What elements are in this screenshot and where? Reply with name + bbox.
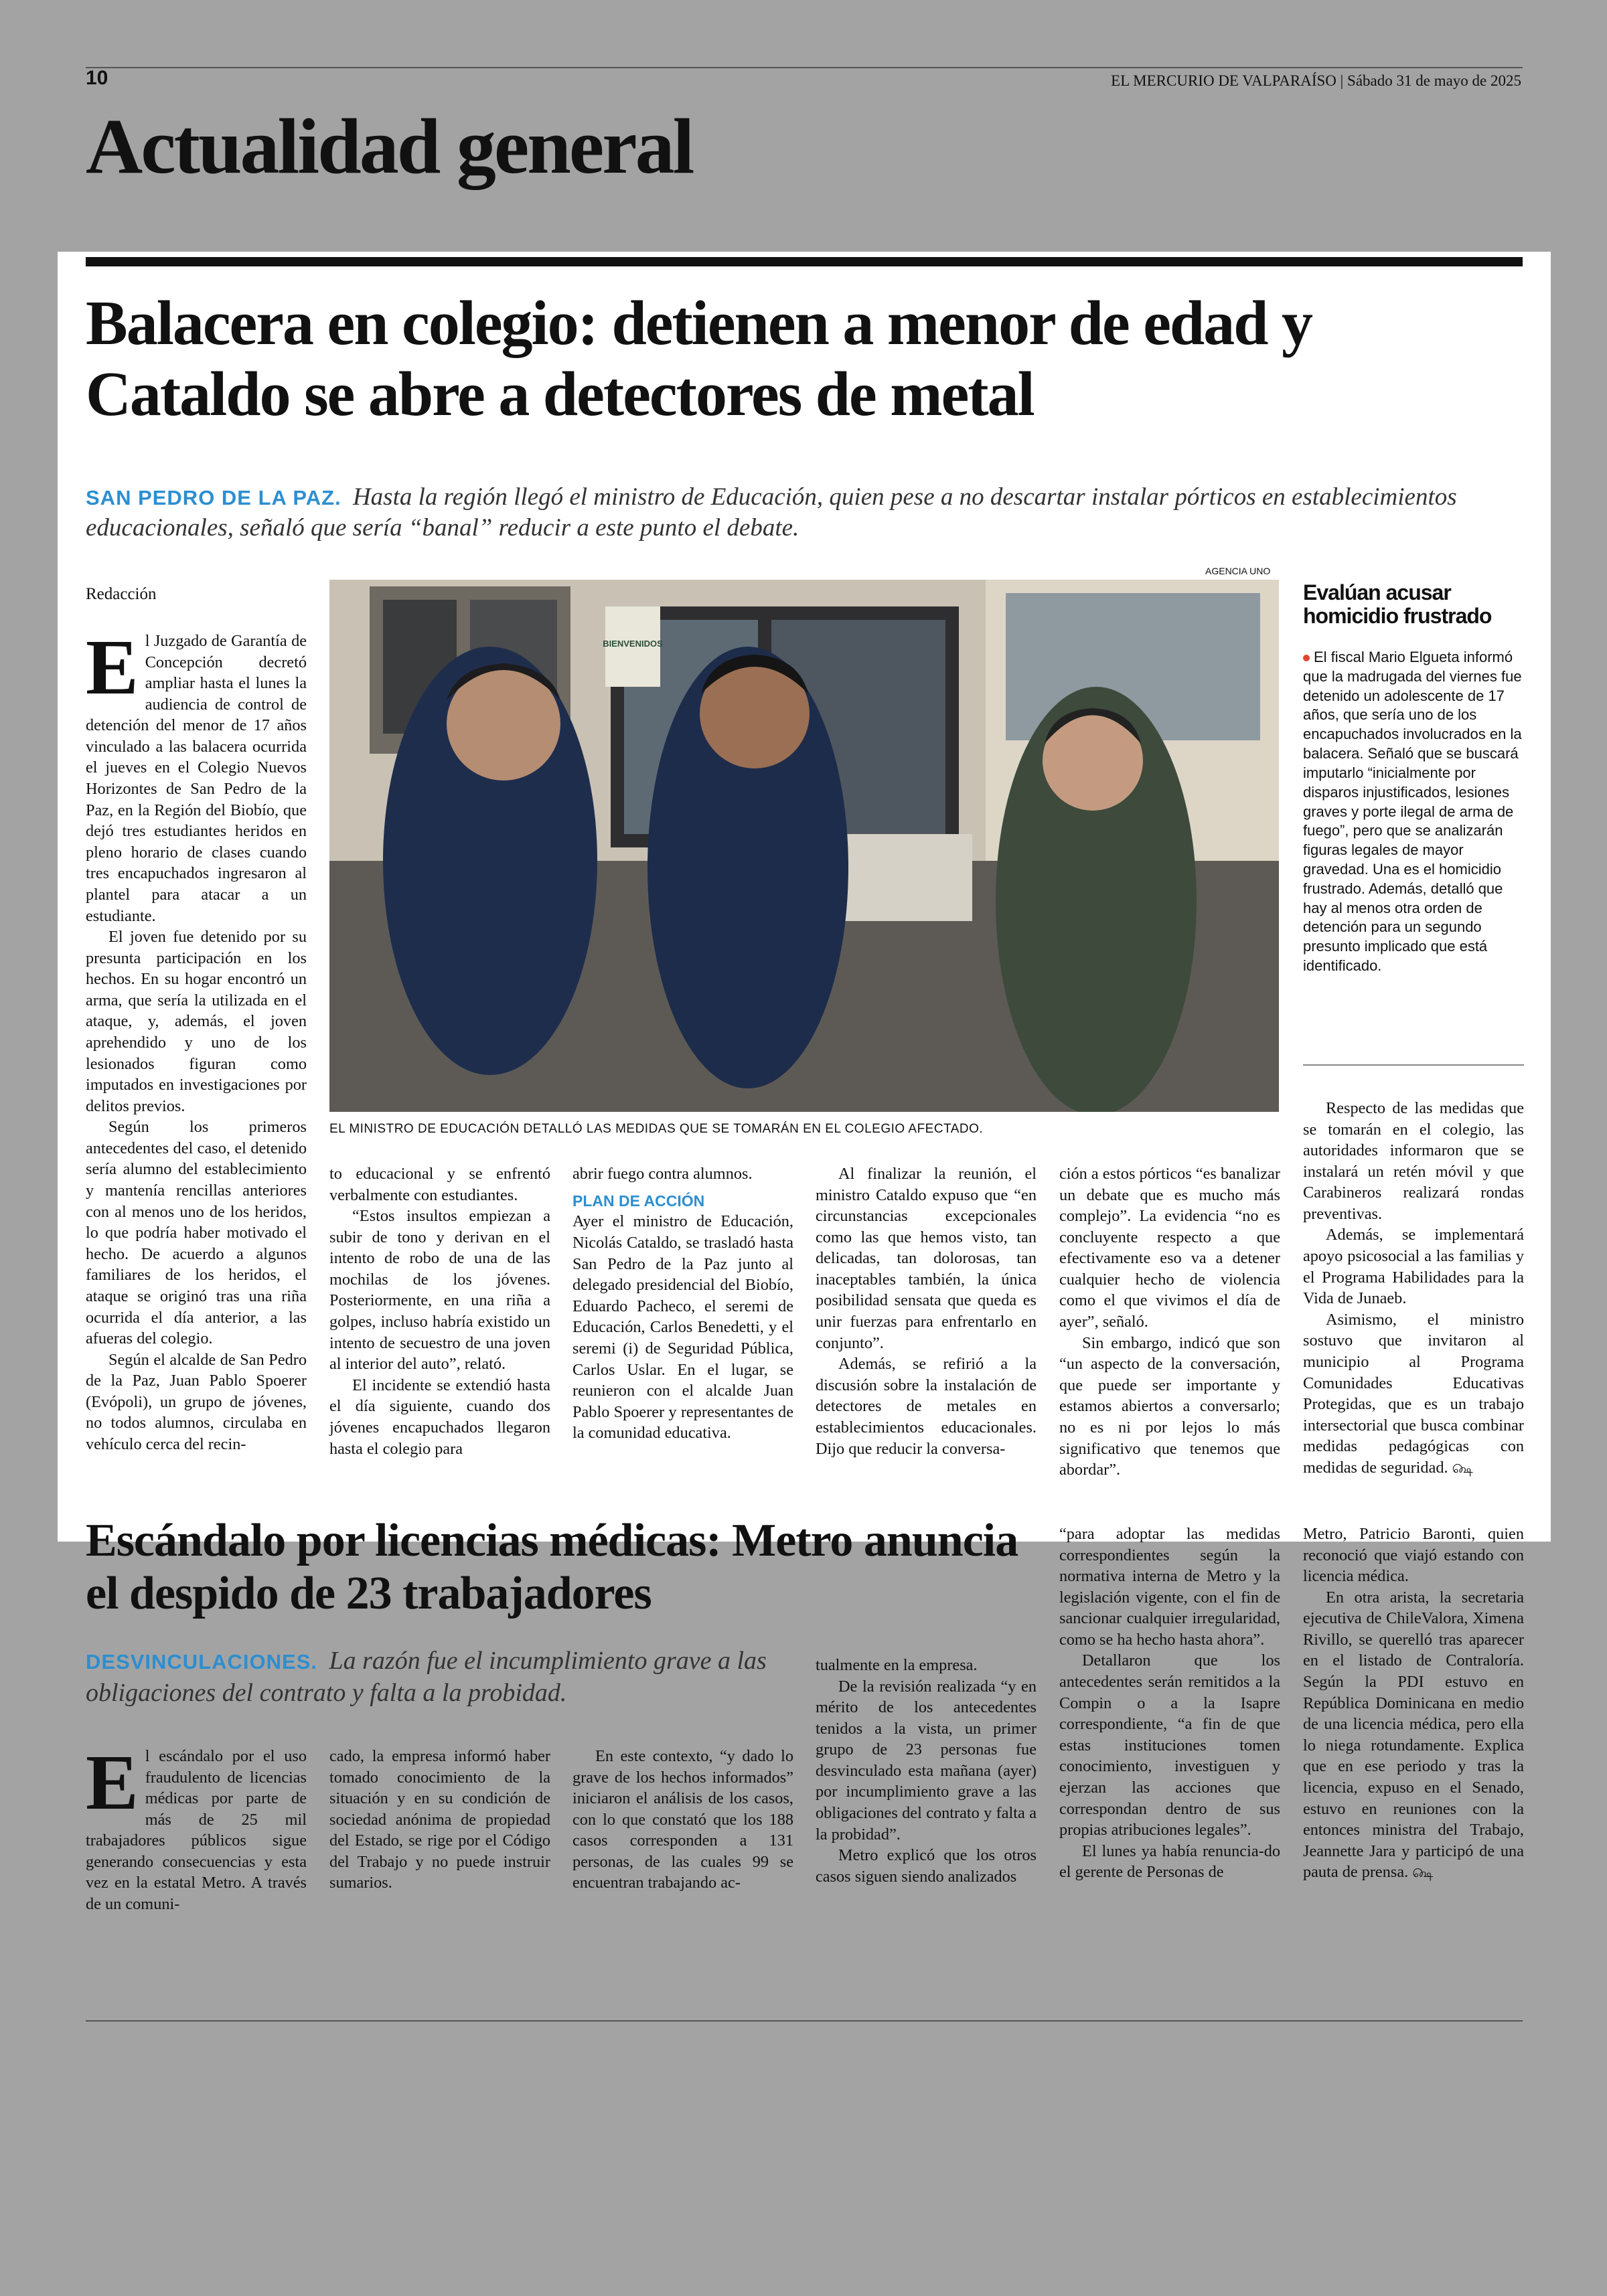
paragraph: De la revisión realizada “y en mérito de los antecedentes tenidos a la vista, un primer grupo de 23 personas fue desvinculado esta mañana (ayer) por incumplimiento grave a las obligaciones del contrato y falta a la probidad”. [816, 1677, 1037, 1843]
masthead: EL MERCURIO DE VALPARAÍSO | Sábado 31 de mayo de 2025 [1111, 72, 1521, 89]
sidebar-text [1303, 648, 1524, 976]
paragraph: “para adoptar las medidas correspondientes según la normativa interna de Metro y la legislación vigente, con el fin de sancionar cualquier irregularidad, como se ha hecho hasta ahora”. [1059, 1525, 1280, 1649]
second-deck [86, 1645, 795, 1709]
photo-caption: EL MINISTRO DE EDUCACIÓN DETALLÓ LAS MEDIDAS QUE SE TOMARÁN EN EL COLEGIO AFECTADO. [329, 1122, 984, 1136]
second-column-1 [86, 1738, 307, 1915]
second-column-4 [816, 1655, 1037, 1887]
paragraph: Sin embargo, indicó que son “un aspecto de la conversación, que puede ser importante y estamos abiertos a conversarlo; no es ni por lejos lo más significativo que tenemos que abordar”. [1059, 1333, 1280, 1479]
page-number: 10 [86, 67, 108, 89]
paragraph: Según el alcalde de San Pedro de la Paz, Juan Pablo Spoerer (Evópoli), un grupo de jóvenes, no todos alumnos, circulaba en vehículo cerca del recin- [86, 1350, 307, 1453]
article-column-6 [1303, 1098, 1524, 1478]
second-column-2 [329, 1746, 550, 1894]
paragraph: Respecto de las medidas que se tomarán en el colegio, las autoridades informaron que se instalará un retén móvil y que Carabineros realizará rondas preventivas. [1303, 1099, 1524, 1223]
paragraph: Detallaron que los antecedentes serán remitidos a la Compin o a la Isapre correspondiente, “a fin de que estas instituciones tomen conocimiento, investiguen y ejerzan las acciones que correspondan dentro de sus propias atribuciones legales”. [1059, 1651, 1280, 1839]
photo-illustration [329, 580, 1279, 1112]
second-deck-text: La razón fue el incumplimiento grave a las obligaciones del contrato y falta a la probidad. [86, 1647, 767, 1707]
paragraph: En otra arista, la secretaria ejecutiva de ChileValora, Ximena Rivillo, se querelló tras aparecer en el listado de Contraloría. Según la PDI estuvo en República Dominicana en medio de una licencia médica, pero ella lo niega rotundamente. Explica que en ese periodo y tras la licencia, expuso en el Senado, estuvo en reuniones con la entonces ministra del Trabajo, Jeannette Jara y participó de una pauta de prensa. [1303, 1588, 1524, 1882]
headline-bar [86, 257, 1523, 266]
article-kicker: SAN PEDRO DE LA PAZ. [86, 486, 341, 509]
second-headline: Escándalo por licencias médicas: Metro anuncia el despido de 23 trabajadores [86, 1515, 1018, 1620]
drop-cap: E [86, 623, 139, 711]
paragraph: En este contexto, “y dado lo grave de los hechos informados” iniciaron el análisis de los casos, con lo que constató que los 188 casos corresponden a 131 personas, de las cuales 99 se encuentran trabajando ac- [572, 1747, 793, 1892]
article-column-4 [816, 1163, 1037, 1459]
paragraph: cado, la empresa informó haber tomado conocimiento de la situación y en su condición de sociedad anónima de propiedad del Estado, se rige por el Código del Trabajo y no puede instruir sumarios. [329, 1747, 550, 1892]
paragraph: Además, se implementará apoyo psicosocial a las familias y el Programa Habilidades para la Vida de Junaeb. [1303, 1226, 1524, 1308]
paragraph: tualmente en la empresa. [816, 1656, 978, 1674]
paragraph: Metro, Patricio Baronti, quien reconoció que viajó estando con licencia médica. [1303, 1525, 1524, 1586]
article-column-2 [329, 1163, 550, 1459]
paragraph: El lunes ya había renuncia-do el gerente de Personas de [1059, 1841, 1280, 1882]
photo-sign-text: BIENVENIDOS [603, 639, 663, 649]
top-rule [86, 67, 1523, 68]
paragraph: Ayer el ministro de Educación, Nicolás Cataldo, se trasladó hasta San Pedro de la Paz junto al delegado presidencial del Biobío, Eduardo Pacheco, el seremi de Educación, Carlos Benedetti, y el seremi (i) de Seguridad Pública, Carlos Uslar. En el lugar, se reunieron con el alcalde Juan Pablo Spoerer y representantes de la comunidad educativa. [572, 1212, 793, 1443]
end-mark-icon: ௸ [1452, 1459, 1473, 1476]
paragraph: El incidente se extendió hasta el día siguiente, cuando dos jóvenes encapuchados llegaron hasta el colegio para [329, 1376, 550, 1458]
drop-cap: E [86, 1738, 139, 1826]
paragraph: Al finalizar la reunión, el ministro Cataldo expuso que “en circunstancias excepcionales como las que hemos visto, tan delicadas, tan dolorosas, tan inaceptables también, la única posibilidad sensata que queda es unir fuerzas para enfrentarlo en conjunto”. [816, 1165, 1037, 1352]
paragraph: l Juzgado de Garantía de Concepción decretó ampliar hasta el lunes la audiencia de control de detención del menor de 17 años vinculado a las balacera ocurrida el jueves en el Colegio Nuevos Horizontes de San Pedro de la Paz, en la Región del Biobío, que dejó tres estudiantes heridos en pleno horario de clases cuando tres encapuchados ingresaron al plantel para atacar a un estudiante. [86, 632, 307, 925]
article-column-5 [1059, 1163, 1280, 1481]
bullet-icon [1303, 655, 1310, 661]
paragraph: Según los primeros antecedentes del caso, el detenido sería alumno del establecimiento y mantenía rencillas anteriores con al menos uno de los heridos, lo que podría haber motivado el hecho. De acuerdo a algunos familiares de los heridos, el ataque se originó tras una riña ocurrida el día anterior, a las afueras del colegio. [86, 1118, 307, 1348]
article-deck [86, 482, 1519, 544]
byline: Redacción [86, 585, 157, 603]
article-column-3 [572, 1163, 793, 1444]
paragraph: l escándalo por el uso fraudulento de licencias médicas por parte de más de 25 mil trabajadores públicos sigue generando consecuencias y esta vez en la estatal Metro. A través de un comuni- [86, 1747, 307, 1914]
paragraph: Metro explicó que los otros casos siguen siendo analizados [816, 1846, 1037, 1886]
paragraph: El joven fue detenido por su presunta participación en los hechos. En su hogar encontró un arma, que sería la utilizada en el ataque, y, además, el joven aprehendido y uno de los lesionados figuran como imputados en investigaciones por delitos previos. [86, 928, 307, 1115]
second-column-3 [572, 1746, 793, 1894]
article-column-1 [86, 623, 307, 1455]
second-kicker: DESVINCULACIONES. [86, 1650, 317, 1673]
news-photo [329, 580, 1279, 1112]
sidebar-body: El fiscal Mario Elgueta informó que la madrugada del viernes fue detenido un adolescente de 17 años, que sería uno de los encapuchados involucrados en la balacera. Señaló que se buscará imputarlo “inicialmente por disparos injustificados, lesiones graves y porte ilegal de arma de fuego”, pero que se analizarán figuras legales de mayor gravedad. Una es el homicidio frustrado. Además, detalló que hay al menos otra orden de detención para un segundo presunto implicado que está identificado. [1303, 649, 1522, 974]
paragraph: to educacional y se enfrentó verbalmente con estudiantes. [329, 1165, 550, 1204]
photo-credit: AGENCIA UNO [1205, 566, 1271, 576]
paragraph: Asimismo, el ministro sostuvo que invitaron al municipio al Programa Comunidades Educativas Protegidas, que es un trabajo intersectorial que busca combinar medidas pedagógicas con medidas de seguridad. [1303, 1310, 1524, 1477]
second-column-6 [1303, 1524, 1524, 1883]
subhead: PLAN DE ACCIÓN [572, 1192, 705, 1210]
sidebar-title: Evalúan acusar homicidio frustrado [1303, 580, 1492, 628]
end-mark-icon: ௸ [1412, 1864, 1434, 1881]
paragraph: “Estos insultos empiezan a subir de tono y derivan en el intento de robo de una de las mochilas de los jóvenes. Posteriormente, en una riña a golpes, incluso habría existido un intento de secuestro de una joven al interior del auto”, relató. [329, 1207, 550, 1374]
deck-text: Hasta la región llegó el ministro de Educación, quien pese a no descartar instalar pórticos en establecimientos educacionales, señaló que sería “banal” reducir a este punto el debate. [86, 483, 1457, 542]
bottom-rule [86, 2020, 1523, 2022]
paragraph: Además, se refirió a la discusión sobre la instalación de detectores de metales en establecimientos educacionales. Dijo que reducir la conversa- [816, 1355, 1037, 1458]
second-column-5 [1059, 1524, 1280, 1883]
sidebar-rule [1303, 1064, 1524, 1066]
section-title: Actualidad general [86, 102, 693, 190]
paragraph: ción a estos pórticos “es banalizar un debate que es mucho más complejo”. La evidencia “no es concluyente respecto a que efectivamente eso va a detener cualquier hecho de violencia como el que vivimos el día de ayer”, señaló. [1059, 1165, 1280, 1331]
paragraph: abrir fuego contra alumnos. [572, 1165, 753, 1183]
article-headline: Balacera en colegio: detienen a menor de edad y Cataldo se abre a detectores de metal [86, 289, 1312, 430]
